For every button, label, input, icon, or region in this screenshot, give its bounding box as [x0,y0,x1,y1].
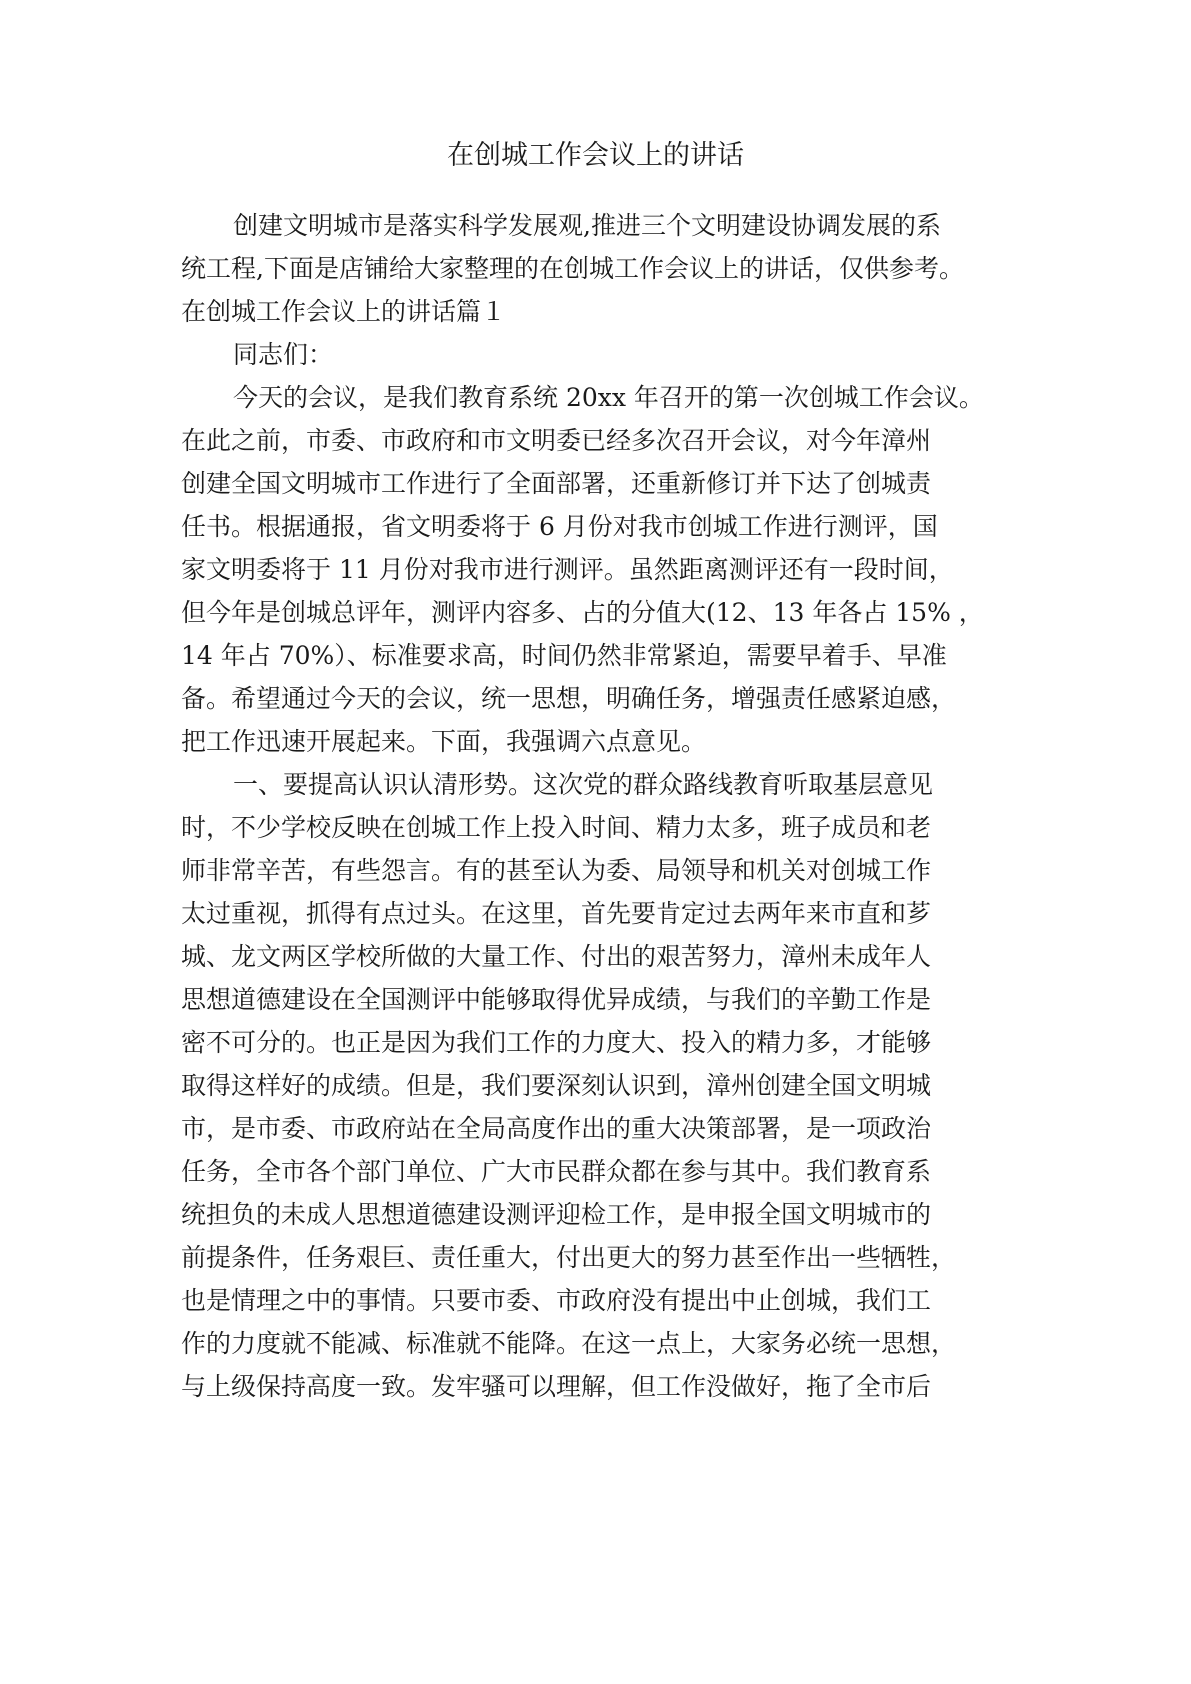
body-line: 任书。根据通报，省文明委将于 6 月份对我市创城工作进行测评，国 [181,512,938,541]
body-line: 一、要提高认识认清形势。这次党的群众路线教育听取基层意见 [233,770,934,799]
body-line: 创建文明城市是落实科学发展观,推进三个文明建设协调发展的系 [233,211,941,240]
section-heading: 在创城工作会议上的讲话篇１ [181,297,507,326]
body-line: 太过重视，抓得有点过头。在这里，首先要肯定过去两年来市直和芗 [181,899,932,928]
body-line: 家文明委将于 11 月份对我市进行测评。虽然距离测评还有一段时间， [181,555,954,584]
body-line: 任务，全市各个部门单位、广大市民群众都在参与其中。我们教育系 [181,1157,932,1186]
body-line: 时，不少学校反映在创城工作上投入时间、精力太多，班子成员和老 [181,813,932,842]
body-line: 统担负的未成人思想道德建设测评迎检工作，是申报全国文明城市的 [181,1200,932,1229]
body-line: 城、龙文两区学校所做的大量工作、付出的艰苦努力，漳州未成年人 [181,942,932,971]
body-line: 14 年占 70%）、标准要求高，时间仍然非常紧迫，需要早着手、早准 [181,641,947,670]
body-line: 统工程,下面是店铺给大家整理的在创城工作会议上的讲话，仅供参考。 [181,254,964,283]
body-line: 前提条件，任务艰巨、责任重大，付出更大的努力甚至作出一些牺牲， [181,1243,957,1272]
body-line: 备。希望通过今天的会议，统一思想，明确任务，增强责任感紧迫感， [181,684,957,713]
body-line: 市，是市委、市政府站在全局高度作出的重大决策部署，是一项政治 [181,1114,932,1143]
body-line: 密不可分的。也正是因为我们工作的力度大、投入的精力多，才能够 [181,1028,932,1057]
body-line: 取得这样好的成绩。但是，我们要深刻认识到，漳州创建全国文明城 [181,1071,932,1100]
body-line: 创建全国文明城市工作进行了全面部署，还重新修订并下达了创城责 [181,469,932,498]
body-line: 与上级保持高度一致。发牢骚可以理解，但工作没做好，拖了全市后 [181,1372,932,1401]
body-line: 思想道德建设在全国测评中能够取得优异成绩，与我们的辛勤工作是 [181,985,932,1014]
body-line: 把工作迅速开展起来。下面，我强调六点意见。 [181,727,707,756]
document-title: 在创城工作会议上的讲话 [447,140,744,171]
body-line: 作的力度就不能减、标准就不能降。在这一点上，大家务必统一思想， [181,1329,957,1358]
body-line: 在此之前，市委、市政府和市文明委已经多次召开会议，对今年漳州 [181,426,932,455]
body-line: 也是情理之中的事情。只要市委、市政府没有提出中止创城，我们工 [181,1286,932,1315]
body-line: 师非常辛苦，有些怨言。有的甚至认为委、局领导和机关对创城工作 [181,856,932,885]
body-line: 今天的会议，是我们教育系统 20xx 年召开的第一次创城工作会议。 [233,383,984,412]
salutation: 同志们： [233,340,334,369]
body-line: 但今年是创城总评年，测评内容多、占的分值大(12、13 年各占 15% ， [181,598,984,627]
